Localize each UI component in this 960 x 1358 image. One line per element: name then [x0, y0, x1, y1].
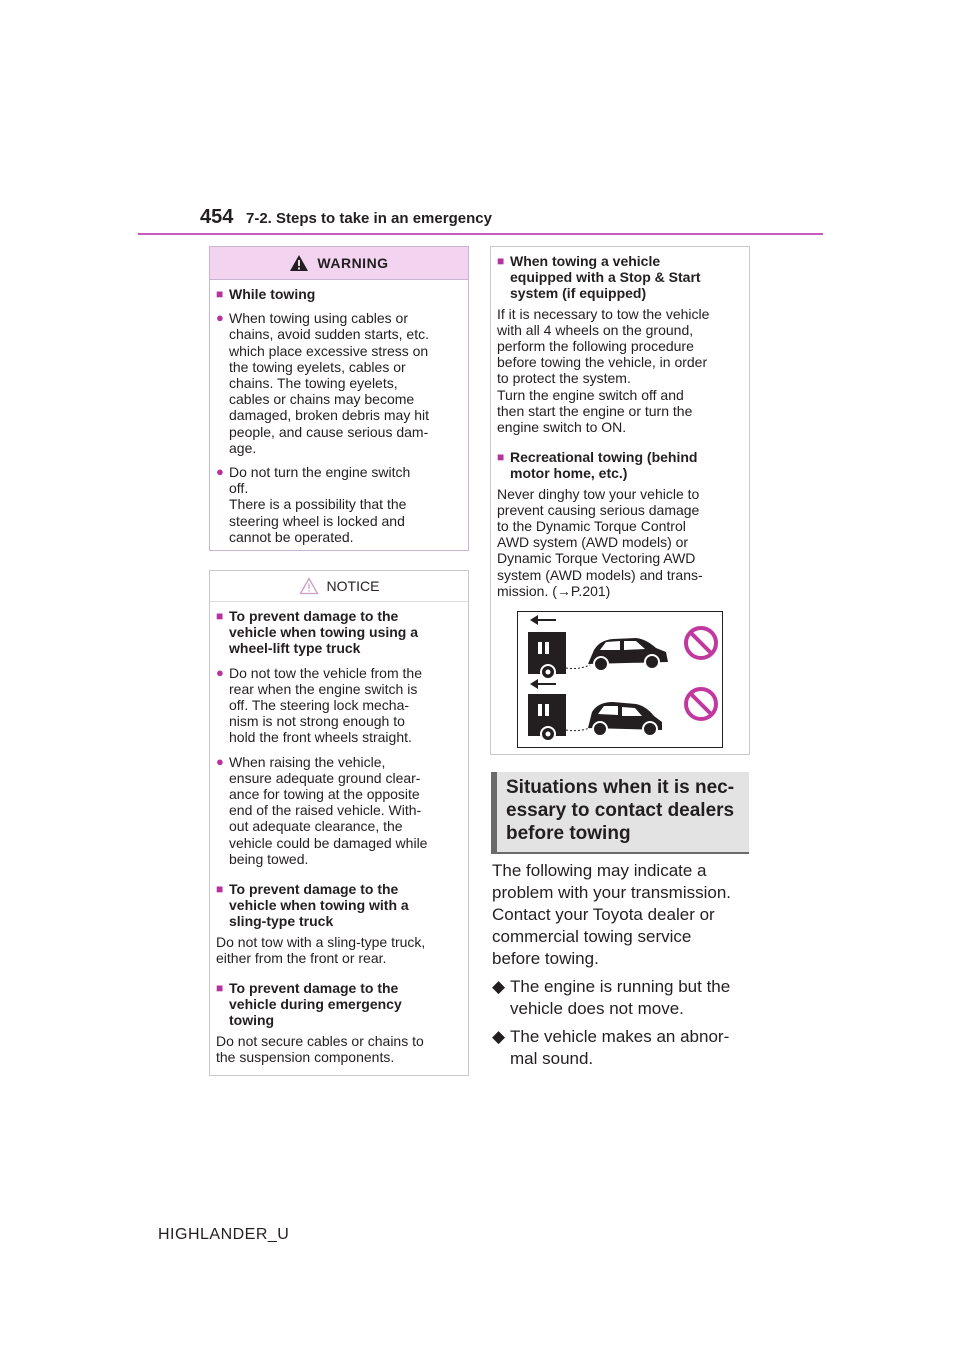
- diamond-bullet-icon: ◆: [492, 1027, 506, 1046]
- text-line: before towing the vehicle, in order: [497, 354, 708, 371]
- notice-title: NOTICE: [326, 578, 380, 594]
- page-reference-line[interactable]: mission. (→P.201): [497, 582, 611, 599]
- text-line: Never dinghy tow your vehicle to: [497, 485, 700, 502]
- text-line: The engine is running but the: [510, 977, 731, 996]
- text-line: When towing using cables or: [229, 310, 408, 327]
- list-item: [216, 464, 462, 545]
- section-heading-line: equipped with a Stop & Start: [510, 269, 701, 286]
- prohibition-icon: [686, 628, 716, 658]
- text-line: perform the following procedure: [497, 338, 694, 355]
- section-heading-line: When towing a vehicle: [510, 253, 661, 269]
- text-line: vehicle does not move.: [510, 999, 684, 1018]
- notice-box: [209, 570, 469, 1076]
- text-line: hold the front wheels straight.: [229, 729, 412, 746]
- text-line: nism is not strong enough to: [229, 713, 405, 730]
- contact-dealers-heading: [491, 772, 749, 854]
- notice-heading-line: wheel-lift type truck: [229, 640, 361, 657]
- car-dinghy-tow-icon: [588, 702, 662, 736]
- text-line: with all 4 wheels on the ground,: [497, 321, 694, 338]
- text-line: off.: [229, 480, 249, 497]
- text-line: AWD system (AWD models) or: [497, 534, 689, 551]
- list-item: [216, 665, 462, 746]
- motor-home-icon: [528, 615, 566, 679]
- header-rule: [138, 233, 823, 235]
- text-line: The following may indicate a: [492, 861, 707, 880]
- text-line: chains. The towing eyelets,: [229, 375, 398, 392]
- diamond-bullet-icon: ◆: [492, 977, 506, 996]
- round-bullet-icon: ●: [216, 664, 224, 680]
- text-line: cables or chains may become: [229, 391, 415, 408]
- text-line: cannot be operated.: [229, 528, 354, 545]
- heading-line: Situations when it is nec-: [506, 777, 735, 798]
- text-line: rear when the engine switch is: [229, 680, 418, 697]
- text-line: off. The steering lock mecha-: [229, 697, 410, 714]
- list-item: [492, 1026, 754, 1070]
- page-header: [200, 206, 492, 229]
- notice-triangle-icon: [299, 577, 319, 595]
- text-line: the suspension components.: [216, 1048, 395, 1065]
- text-line: Do not tow with a sling-type truck,: [216, 933, 426, 950]
- warning-box: [209, 246, 469, 551]
- notice-header: [210, 571, 468, 602]
- text-line: ensure adequate ground clear-: [229, 769, 421, 786]
- car-wheel-lift-icon: [588, 638, 668, 671]
- warning-title: WARNING: [317, 255, 389, 271]
- round-bullet-icon: ●: [216, 464, 224, 480]
- square-bullet-icon: ■: [497, 254, 505, 268]
- text-line: There is a possibility that the: [229, 496, 407, 513]
- round-bullet-icon: ●: [216, 753, 224, 769]
- dinghy-tow-prohibited-illustration: [517, 611, 723, 748]
- text-line: Do not turn the engine switch: [229, 464, 411, 481]
- notice-heading-line: To prevent damage to the: [229, 980, 399, 997]
- square-bullet-icon: ■: [216, 981, 224, 996]
- prohibition-icon: [686, 689, 716, 719]
- text-line: vehicle could be damaged while: [229, 834, 428, 851]
- model-footer: HIGHLANDER_U: [158, 1226, 290, 1243]
- warning-triangle-icon: [289, 254, 309, 272]
- text-line: being towed.: [229, 850, 309, 867]
- text-line: people, and cause serious dam-: [229, 423, 429, 440]
- text-line: end of the raised vehicle. With-: [229, 802, 422, 819]
- heading-line: before towing: [506, 823, 631, 844]
- round-bullet-icon: ●: [216, 310, 224, 326]
- heading-line: essary to contact dealers: [506, 800, 735, 821]
- text-line: Do not secure cables or chains to: [216, 1032, 424, 1049]
- notice-heading-line: To prevent damage to the: [229, 881, 399, 898]
- text-line: engine switch to ON.: [497, 419, 627, 436]
- square-bullet-icon: ■: [497, 450, 505, 465]
- text-line: prevent causing serious damage: [497, 501, 700, 518]
- text-line: out adequate clearance, the: [229, 818, 403, 835]
- notice-heading-line: vehicle when towing using a: [229, 624, 419, 641]
- square-bullet-icon: ■: [216, 882, 224, 897]
- page-number: 454: [200, 206, 234, 228]
- text-line: either from the front or rear.: [216, 949, 387, 966]
- notice-heading-line: towing: [229, 1012, 275, 1029]
- notice-heading-line: To prevent damage to the: [229, 608, 399, 624]
- text-line: which place excessive stress on: [229, 342, 429, 359]
- motor-home-icon: [528, 679, 566, 741]
- text-line: The vehicle makes an abnor-: [510, 1027, 730, 1046]
- square-bullet-icon: ■: [216, 287, 224, 301]
- text-line: to the Dynamic Torque Control: [497, 518, 686, 535]
- notice-heading-line: vehicle when towing with a: [229, 897, 409, 914]
- text-line: problem with your transmission.: [492, 883, 732, 902]
- text-line: Dynamic Torque Vectoring AWD: [497, 550, 696, 567]
- text-line: mal sound.: [510, 1049, 594, 1068]
- section-heading-line: system (if equipped): [510, 285, 647, 302]
- text-line: damaged, broken debris may hit: [229, 407, 429, 424]
- text-line: Turn the engine switch off and: [497, 386, 684, 403]
- text-line: age.: [229, 439, 257, 456]
- contact-dealers-body: [492, 860, 754, 1070]
- text-line: Do not tow the vehicle from the: [229, 664, 422, 681]
- text-line: system (AWD models) and trans-: [497, 566, 703, 583]
- text-line: When raising the vehicle,: [229, 753, 386, 770]
- text-line: If it is necessary to tow the vehicle: [497, 305, 710, 322]
- section-title: 7-2. Steps to take in an emergency: [246, 210, 492, 227]
- text-line: to protect the system.: [497, 370, 631, 387]
- text-line: the towing eyelets, cables or: [229, 358, 406, 375]
- text-line: Contact your Toyota dealer or: [492, 905, 715, 924]
- notice-heading-line: sling-type truck: [229, 913, 334, 930]
- section-heading-line: motor home, etc.): [510, 465, 628, 482]
- square-bullet-icon: ■: [216, 609, 224, 623]
- warning-header: [210, 247, 468, 280]
- list-item: [216, 754, 462, 867]
- text-line: chains, avoid sudden starts, etc.: [229, 326, 429, 343]
- section-heading-line: Recreational towing (behind: [510, 449, 698, 466]
- notice-heading-line: vehicle during emergency: [229, 996, 402, 1013]
- warning-heading: While towing: [229, 286, 316, 302]
- list-item: [216, 310, 462, 456]
- text-line: steering wheel is locked and: [229, 512, 405, 529]
- text-line: before towing.: [492, 949, 599, 968]
- text-line: commercial towing service: [492, 927, 692, 946]
- text-line: then start the engine or turn the: [497, 402, 693, 419]
- text-line: ance for towing at the opposite: [229, 786, 420, 803]
- list-item: [492, 976, 754, 1020]
